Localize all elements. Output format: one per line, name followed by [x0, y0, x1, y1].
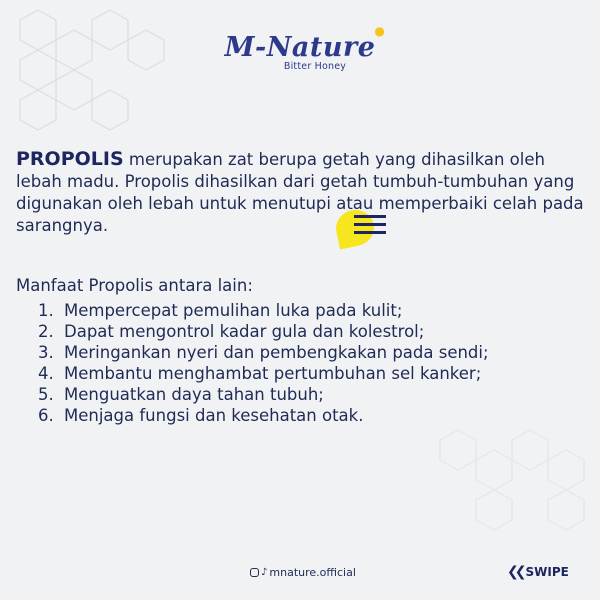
list-item: [38, 384, 489, 405]
list-item-text: Dapat mengontrol kadar gula dan kolestrol;: [64, 322, 425, 341]
social-handle-text: mnature.official: [269, 566, 356, 579]
benefits-title: Manfaat Propolis antara lain:: [16, 276, 253, 295]
list-item-number: 3.: [38, 343, 54, 362]
list-item-text: Menguatkan daya tahan tubuh;: [64, 385, 324, 404]
list-item-text: Meringankan nyeri dan pembengkakan pada sendi;: [64, 343, 489, 362]
benefits-list: [38, 300, 489, 426]
tiktok-icon: ♪: [261, 567, 268, 578]
list-item-number: 2.: [38, 322, 54, 341]
brand-logo: [0, 24, 600, 72]
list-item: [38, 342, 489, 363]
swipe-label: SWIPE: [525, 565, 569, 579]
list-item-text: Menjaga fungsi dan kesehatan otak.: [64, 406, 364, 425]
list-item-number: 1.: [38, 301, 54, 320]
intro-keyword: PROPOLIS: [16, 148, 124, 170]
logo-tagline: Bitter Honey: [283, 61, 347, 72]
list-item-text: Mempercepat pemulihan luka pada kulit;: [64, 301, 403, 320]
list-item-number: 4.: [38, 364, 54, 383]
list-item: [38, 405, 489, 426]
logo-wordmark: M-Nature ●: [224, 24, 386, 63]
swipe-button[interactable]: [507, 564, 569, 580]
bee-icon: ●: [374, 24, 386, 38]
list-item-text: Membantu menghambat pertumbuhan sel kanker;: [64, 364, 482, 383]
list-item-number: 5.: [38, 385, 54, 404]
list-item: [38, 300, 489, 321]
intro-text: merupakan zat berupa getah yang dihasilkan oleh lebah madu. Propolis dihasilkan dari getah tumbuh-tumbuhan yang digunakan oleh lebah untuk menutupi atau memperbaiki celah pada sarangnya.: [16, 150, 584, 235]
list-item-number: 6.: [38, 406, 54, 425]
instagram-icon: [250, 568, 259, 577]
double-chevron-left-icon: ❮❮: [507, 564, 523, 580]
social-handle[interactable]: [250, 566, 356, 579]
intro-paragraph: [16, 148, 588, 237]
list-item: [38, 363, 489, 384]
list-item: [38, 321, 489, 342]
menu-lines-icon: [354, 215, 386, 239]
